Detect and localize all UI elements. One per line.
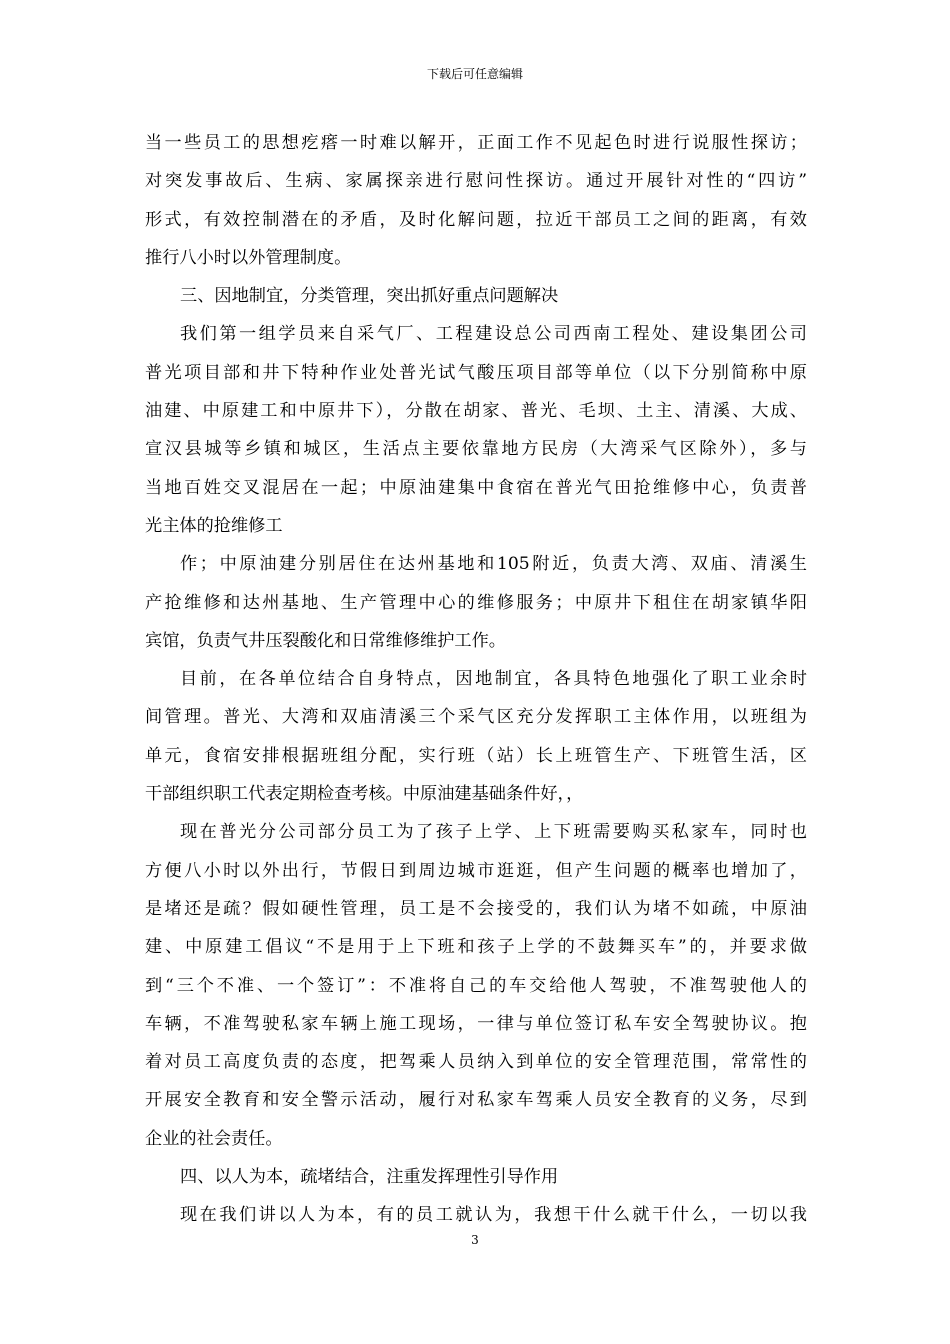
text-line: 当地百姓交叉混居在一起；中原油建集中食宿在普光气田抢维修中心，负责普 xyxy=(145,477,807,498)
text-line: 宾馆，负责气井压裂酸化和日常维修维护工作。 xyxy=(145,630,506,651)
text-line: 宣汉县城等乡镇和城区，生活点主要依靠地方民房（大湾采气区除外），多与 xyxy=(145,439,807,460)
page-number: 3 xyxy=(471,1233,479,1247)
text-line: 干部组织职工代表定期检查考核。中原油建基础条件好，， xyxy=(145,784,584,805)
text-line: 产抢维修和达州基地、生产管理中心的维修服务；中原井下租住在胡家镇华阳 xyxy=(145,592,807,613)
text-line: 是堵还是疏？假如硬性管理，员工是不会接受的，我们认为堵不如疏，中原油 xyxy=(145,898,807,919)
text-line: 作；中原油建分别居住在达州基地和105附近，负责大湾、双庙、清溪生 xyxy=(180,554,807,575)
text-line: 企业的社会责任。 xyxy=(145,1128,283,1149)
text-line: 现在普光分公司部分员工为了孩子上学、上下班需要购买私家车，同时也 xyxy=(180,822,807,843)
text-line: 到“三个不准、一个签订”：不准将自己的车交给他人驾驶，不准驾驶他人的 xyxy=(145,975,807,996)
text-line: 推行八小时以外管理制度。 xyxy=(145,247,352,268)
text-line: 四、以人为本，疏堵结合，注重发挥理性引导作用 xyxy=(180,1167,559,1188)
text-line: 形式，有效控制潜在的矛盾，及时化解问题，拉近干部员工之间的距离，有效 xyxy=(145,209,807,230)
text-line: 当一些员工的思想疙瘩一时难以解开，正面工作不见起色时进行说服性探访； xyxy=(145,133,807,153)
text-line: 建、中原建工倡议“不是用于上下班和孩子上学的不鼓舞买车”的，并要求做 xyxy=(145,937,807,958)
text-line: 方便八小时以外出行，节假日到周边城市逛逛，但产生问题的概率也增加了， xyxy=(145,860,807,881)
page-header: 下载后可任意编辑 xyxy=(426,67,523,81)
text-line: 对突发事故后、生病、家属探亲进行慰问性探访。通过开展针对性的“四访” xyxy=(145,171,807,192)
text-line: 油建、中原建工和中原井下），分散在胡家、普光、毛坝、土主、清溪、大成、 xyxy=(145,401,807,422)
text-line: 单元，食宿安排根据班组分配，实行班（站）长上班管生产、下班管生活，区 xyxy=(145,745,807,766)
text-line: 光主体的抢维修工 xyxy=(145,515,283,536)
text-line: 间管理。普光、大湾和双庙清溪三个采气区充分发挥职工主体作用，以班组为 xyxy=(145,707,807,728)
document-body xyxy=(145,124,807,1235)
text-line: 三、因地制宜，分类管理，突出抓好重点问题解决 xyxy=(180,286,559,307)
text-line: 现在我们讲以人为本，有的员工就认为，我想干什么就干什么，一切以我 xyxy=(180,1205,807,1226)
text-line: 目前，在各单位结合自身特点，因地制宜，各具特色地强化了职工业余时 xyxy=(180,669,807,690)
text-line: 着对员工高度负责的态度，把驾乘人员纳入到单位的安全管理范围，常常性的 xyxy=(145,1052,807,1073)
text-line: 车辆，不准驾驶私家车辆上施工现场，一律与单位签订私车安全驾驶协议。抱 xyxy=(145,1013,807,1034)
text-line: 我们第一组学员来自采气厂、工程建设总公司西南工程处、建设集团公司 xyxy=(180,324,807,345)
text-line: 普光项目部和井下特种作业处普光试气酸压项目部等单位（以下分别简称中原 xyxy=(145,362,807,383)
text-line: 开展安全教育和安全警示活动，履行对私家车驾乘人员安全教育的义务，尽到 xyxy=(145,1090,807,1111)
